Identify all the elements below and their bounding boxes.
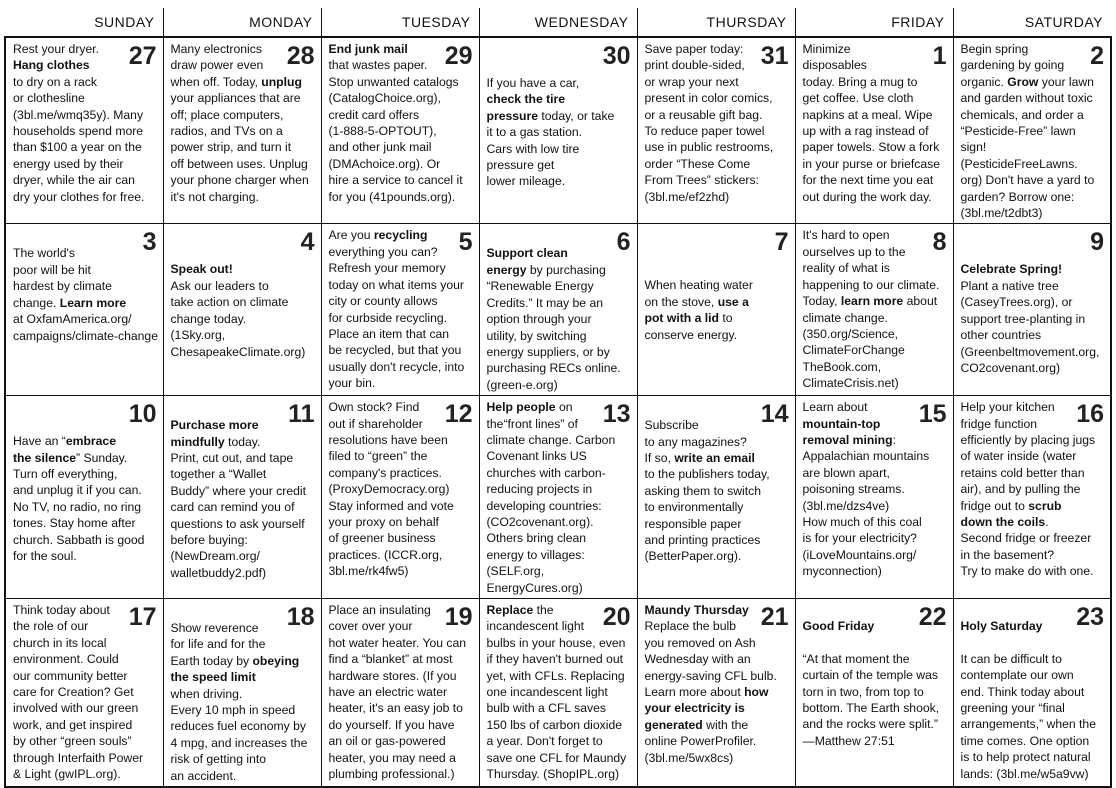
tip-text-run: by purchasing “Renewable Energy Credits.” It may be an option through your utility, by switching energy suppliers, or by purchasing RECs online. (green-e.org) — [486, 262, 621, 392]
day-number: 27 — [128, 42, 157, 70]
day-number: 19 — [444, 603, 473, 631]
day-cell-content — [796, 38, 953, 223]
day-cell — [163, 599, 321, 788]
tip-text-run: the incandescent light bulbs in your house, even if they haven't burned out yet, with CFLs. Replacing one incandescent light bulb with a CFL saves 150 lbs of carbon dioxide a year. Don't forget to save one CFL for Maundy Thursday. (ShopIPL.org) — [486, 603, 627, 782]
tip-emphasis: Replace — [486, 603, 534, 617]
day-cell-content — [6, 599, 163, 786]
tip-text-run: It can be difficult to contemplate our own end. Think today about greening your “final arrangements,” when the time comes. One option is to help protect natural lands: (3bl.me/w5a9vw) — [960, 651, 1096, 781]
day-cell-content — [954, 599, 1111, 786]
day-number: 10 — [128, 400, 157, 429]
day-cell-content — [322, 224, 479, 395]
day-cell-content — [954, 38, 1111, 223]
day-cell — [637, 224, 795, 396]
tip-text-run: Help your kitchen fridge function efficiently by placing jugs of water inside (water retains cold better than air), and by pulling the fridge out to — [960, 400, 1096, 513]
tip-text-run: Learn about — [802, 400, 868, 415]
day-tip-text — [803, 41, 949, 205]
tip-text-run: when driving. Every 10 mph in speed reduces fuel economy by 4 mpg, and increases the risk of getting into an accident. — [170, 686, 308, 783]
day-number: 12 — [444, 400, 473, 429]
day-cell — [637, 37, 795, 224]
day-number: 21 — [760, 603, 789, 631]
day-tip-text — [961, 227, 1107, 376]
tip-text-run: at OxfamAmerica.org/ campaigns/climate-change — [13, 312, 158, 343]
day-cell-content — [638, 599, 795, 786]
day-number: 29 — [444, 42, 473, 70]
day-cell-content — [480, 396, 637, 598]
day-cell-content — [796, 599, 953, 786]
tip-text-run: Minimize disposables today. Bring a mug to get coffee. Use cloth napkins at a meal. Wipe up with a rag instead of paper towels. Stow a fork in your purse or briefcase for the next time you eat out during the work day. — [802, 42, 941, 204]
day-cell — [5, 599, 163, 788]
day-cell — [321, 599, 479, 788]
day-number: 7 — [774, 228, 789, 257]
weekday-header-wednesday: WEDNESDAY — [479, 8, 637, 37]
day-number: 31 — [760, 42, 789, 70]
tip-text-run: Begin spring gardening by going organic. — [960, 42, 1065, 89]
day-tip-text — [13, 227, 159, 343]
day-tip-text — [803, 227, 949, 391]
day-number: 6 — [616, 228, 631, 257]
day-cell-content — [480, 224, 637, 395]
day-number: 28 — [286, 42, 315, 70]
tip-text-run: “At that moment the curtain of the temple was torn in two, from top to bottom. The Earth shook, and the rocks were split.” —Matthew 27:51 — [802, 651, 940, 748]
day-cell — [953, 224, 1111, 396]
tip-text-run: Subscribe to any magazines? If so, — [644, 418, 747, 465]
tip-text-run: your lawn and garden without toxic chemicals, and order a “Pesticide-Free” lawn sign! (PesticideFreeLawns. org) Don't have a yard to garden? Borrow one: (3bl.me/t2dbt3) — [960, 74, 1095, 221]
day-number: 8 — [932, 228, 947, 257]
day-cell-content — [164, 224, 321, 395]
day-cell-content — [638, 38, 795, 223]
tip-text-run: Have an “ — [13, 434, 66, 449]
day-cell-content — [6, 224, 163, 395]
tip-emphasis: Maundy Thursday — [644, 603, 749, 617]
tip-text-run: It's hard to open ourselves up to the reality of what is happening to our climate. Today, — [802, 228, 940, 309]
day-cell — [5, 224, 163, 396]
day-cell — [479, 396, 637, 599]
tip-text-run: When heating water on the stove, — [644, 278, 753, 309]
day-cell — [163, 37, 321, 224]
tip-emphasis: End junk mail — [328, 42, 408, 56]
tip-text-run: If you have a car, — [486, 76, 580, 90]
day-cell-content — [480, 599, 637, 786]
day-cell-content — [638, 224, 795, 395]
day-cell — [163, 224, 321, 396]
weekday-header-friday: FRIDAY — [795, 8, 953, 37]
tip-text-run: about climate change. (350.org/Science, ClimateForChange TheBook.com, ClimateCrisis.net) — [802, 294, 938, 391]
tip-text-run: Ask our leaders to take action on climate change today. (1Sky.org, ChesapeakeClimate.org) — [170, 278, 306, 359]
tip-text-run: Own stock? Find out if shareholder resolutions have been filed to “green” the company's practices. (ProxyDemocracy.org) Stay informed and vote your proxy on behalf of greener business practices. (ICCR.org, 3bl.me/rk4fw5) — [328, 400, 454, 579]
tip-emphasis: obeying the speed limit — [170, 653, 300, 685]
weekday-header-saturday: SATURDAY — [953, 8, 1111, 37]
day-cell — [321, 224, 479, 396]
day-number: 3 — [142, 228, 157, 257]
day-cell-content — [322, 38, 479, 223]
weekday-header-monday: MONDAY — [163, 8, 321, 37]
day-cell — [795, 599, 953, 788]
tip-text-run: Rest your dryer. — [13, 42, 100, 56]
day-cell-content — [164, 38, 321, 223]
day-cell-content — [6, 396, 163, 598]
tip-emphasis: learn more — [840, 294, 904, 309]
week-row — [5, 599, 1111, 788]
week-row — [5, 37, 1111, 224]
weekday-header-sunday: SUNDAY — [5, 8, 163, 37]
day-tip-text — [329, 227, 475, 391]
day-number: 13 — [602, 400, 631, 429]
tip-text-run: today. Print, cut out, and tape together a “Wallet Buddy” where your credit card can remind you of questions to ask yourself before buying: (NewDream.org/ walletbuddy2.pdf) — [170, 434, 306, 580]
tip-emphasis: Speak out! — [170, 262, 233, 277]
weekday-header-tuesday: TUESDAY — [321, 8, 479, 37]
tip-emphasis: use a pot with a lid — [644, 294, 749, 326]
day-tip-text — [487, 227, 633, 393]
day-cell-content — [796, 396, 953, 598]
tip-emphasis: write an email — [674, 450, 755, 465]
day-number: 1 — [932, 42, 947, 70]
day-cell-content — [6, 38, 163, 223]
weekday-header-thursday: THURSDAY — [637, 8, 795, 37]
day-cell-content — [164, 599, 321, 786]
tip-text-run: everything you can? Refresh your memory today on what items your city or county allows for curbside recycling. Place an item that can be recycled, but that you usually don't recycle, into your bin. — [328, 244, 465, 391]
day-cell — [163, 396, 321, 599]
day-number: 16 — [1076, 400, 1104, 429]
day-cell — [637, 599, 795, 788]
tip-emphasis: Learn more — [59, 295, 127, 310]
day-cell — [5, 396, 163, 599]
day-cell — [5, 37, 163, 224]
day-cell-content — [322, 396, 479, 598]
week-row — [5, 396, 1111, 599]
tip-emphasis: unplug — [261, 74, 302, 89]
tip-text-run: Replace the bulb you removed on Ash Wednesday with an energy-saving CFL bulb. Learn more about — [644, 619, 777, 700]
tip-emphasis: embrace the silence — [13, 434, 116, 465]
tip-emphasis: Holy Saturday — [960, 619, 1043, 633]
day-number: 20 — [602, 603, 631, 631]
tip-emphasis: Grow — [1007, 74, 1039, 89]
day-cell — [953, 37, 1111, 224]
day-number: 9 — [1090, 228, 1104, 257]
day-cell — [479, 224, 637, 396]
tip-emphasis: Hang clothes — [13, 58, 90, 73]
day-cell — [795, 396, 953, 599]
day-number: 5 — [458, 228, 473, 257]
calendar-grid — [4, 8, 1112, 788]
day-cell-content — [638, 396, 795, 598]
tip-text-run: The world's poor will be hit hardest by climate change. — [13, 246, 112, 310]
tip-text-run: ” Sunday. Turn off everything, and unplug it if you can. No TV, no radio, no ring tones. Stay home after church. Sabbath is good for the soul. — [13, 450, 145, 563]
tip-text-run: to dry on a rack or clothesline (3bl.me/wmq35y). Many households spend more than $100 a year on the energy used by their dryer, while the air can dry your clothes for free. — [13, 74, 145, 204]
day-number: 14 — [760, 400, 789, 429]
tip-emphasis: Purchase more mindfully — [170, 418, 259, 449]
day-tip-text — [487, 399, 633, 596]
day-number: 4 — [300, 228, 315, 257]
tip-text-run: Save paper today: print double-sided, or wrap your next present in color comics, or a reusable gift bag. To reduce paper towel use in public restrooms, order “These Come From Trees” stickers: (3bl.me/ef2zhd) — [644, 42, 774, 204]
tip-text-run: to the publishers today, asking them to switch to environmentally responsible paper and printing practices (BetterPaper.org). — [644, 467, 770, 564]
tip-text-run: today, or take it to a gas station. Cars with low tire pressure get lower mileage. — [486, 108, 615, 189]
tip-emphasis: Support clean energy — [486, 246, 568, 277]
tip-text-run: . Second fridge or freezer in the basement? Try to make do with one. — [960, 514, 1094, 579]
day-cell-content — [954, 396, 1111, 598]
day-number: 23 — [1076, 603, 1104, 631]
tip-text-run: on the“front lines” of climate change. Carbon Covenant links US churches with carbon- reducing projects in developing countries: (CO2covenant.org). Others bring clean energy to villages: (SELF.org, EnergyCures.org) — [486, 400, 616, 595]
tip-text-run: that wastes paper. Stop unwanted catalogs (CatalogChoice.org), credit card offers (1-888-5-OPTOUT), and other junk mail (DMAchoice.org). Or hire a service to cancel it for you (41pounds.org). — [328, 58, 463, 204]
day-number: 2 — [1090, 42, 1104, 70]
tip-emphasis: how your electricity is generated — [644, 685, 769, 732]
day-cell-content — [796, 224, 953, 395]
tip-emphasis: Good Friday — [802, 619, 875, 633]
day-number: 30 — [602, 42, 631, 70]
day-cell-content — [164, 396, 321, 598]
tip-text-run: your appliances that are off; place computers, radios, and TVs on a power strip, and turn it off between uses. Unplug your phone charger when it's not charging. — [170, 91, 309, 204]
day-cell — [953, 599, 1111, 788]
day-cell — [321, 396, 479, 599]
tip-text-run: Think today about the role of our church in its local environment. Could our community better care for Creation? Get involved with our green work, and get inspired by other “green souls” through Interfaith Power & Light (gwIPL.org). — [13, 603, 144, 782]
day-number: 11 — [288, 400, 315, 429]
day-cell — [321, 37, 479, 224]
day-cell — [637, 396, 795, 599]
day-cell — [795, 37, 953, 224]
tip-text-run: to conserve energy. — [644, 311, 738, 342]
weekday-header-row — [5, 8, 1111, 37]
day-tip-text — [961, 41, 1107, 221]
tip-text-run: Are you — [328, 228, 374, 243]
tip-emphasis: check the tire pressure — [486, 92, 566, 123]
day-cell-content — [322, 599, 479, 786]
tip-text-run: Show reverence for life and for the Earth today by — [170, 621, 266, 668]
day-number: 15 — [918, 400, 947, 429]
day-tip-text — [645, 227, 791, 343]
day-cell — [479, 599, 637, 788]
day-number: 18 — [286, 603, 315, 631]
tip-emphasis: mountain-top removal mining — [802, 416, 893, 447]
day-tip-text — [171, 227, 317, 359]
tip-text-run: Plant a native tree (CaseyTrees.org), or support tree-planting in other countries (Greenbeltmovement.org, CO2covenant.org) — [960, 278, 1100, 375]
day-cell — [479, 37, 637, 224]
tip-text-run: Place an insulating cover over your hot water heater. You can find a “blanket” at most hardware stores. (If you have an electric water heater, it's an easy job to do yourself. If you have an oil or gas-powered heater, you may need a plumbing professional.) — [328, 603, 467, 782]
day-cell-content — [954, 224, 1111, 395]
day-number: 22 — [918, 603, 947, 631]
tip-text-run: Many electronics draw power even when off. Today, — [170, 42, 264, 89]
tip-emphasis: Help people — [486, 400, 556, 415]
day-number: 17 — [128, 603, 157, 631]
day-cell-content — [480, 38, 637, 223]
tip-text-run: : Appalachian mountains are blown apart, poisoning streams. (3bl.me/dzs4ve) How much of this coal is for your electricity? (iLoveMountains.org/ myconnection) — [802, 432, 930, 579]
week-row — [5, 224, 1111, 396]
day-cell — [795, 224, 953, 396]
day-cell — [953, 396, 1111, 599]
tip-emphasis: recycling — [373, 228, 428, 243]
tip-emphasis: Celebrate Spring! — [960, 262, 1063, 277]
tip-text-run: with the online PowerProfiler. (3bl.me/5wx8cs) — [644, 717, 757, 765]
tip-emphasis: scrub down the coils — [960, 498, 1062, 529]
